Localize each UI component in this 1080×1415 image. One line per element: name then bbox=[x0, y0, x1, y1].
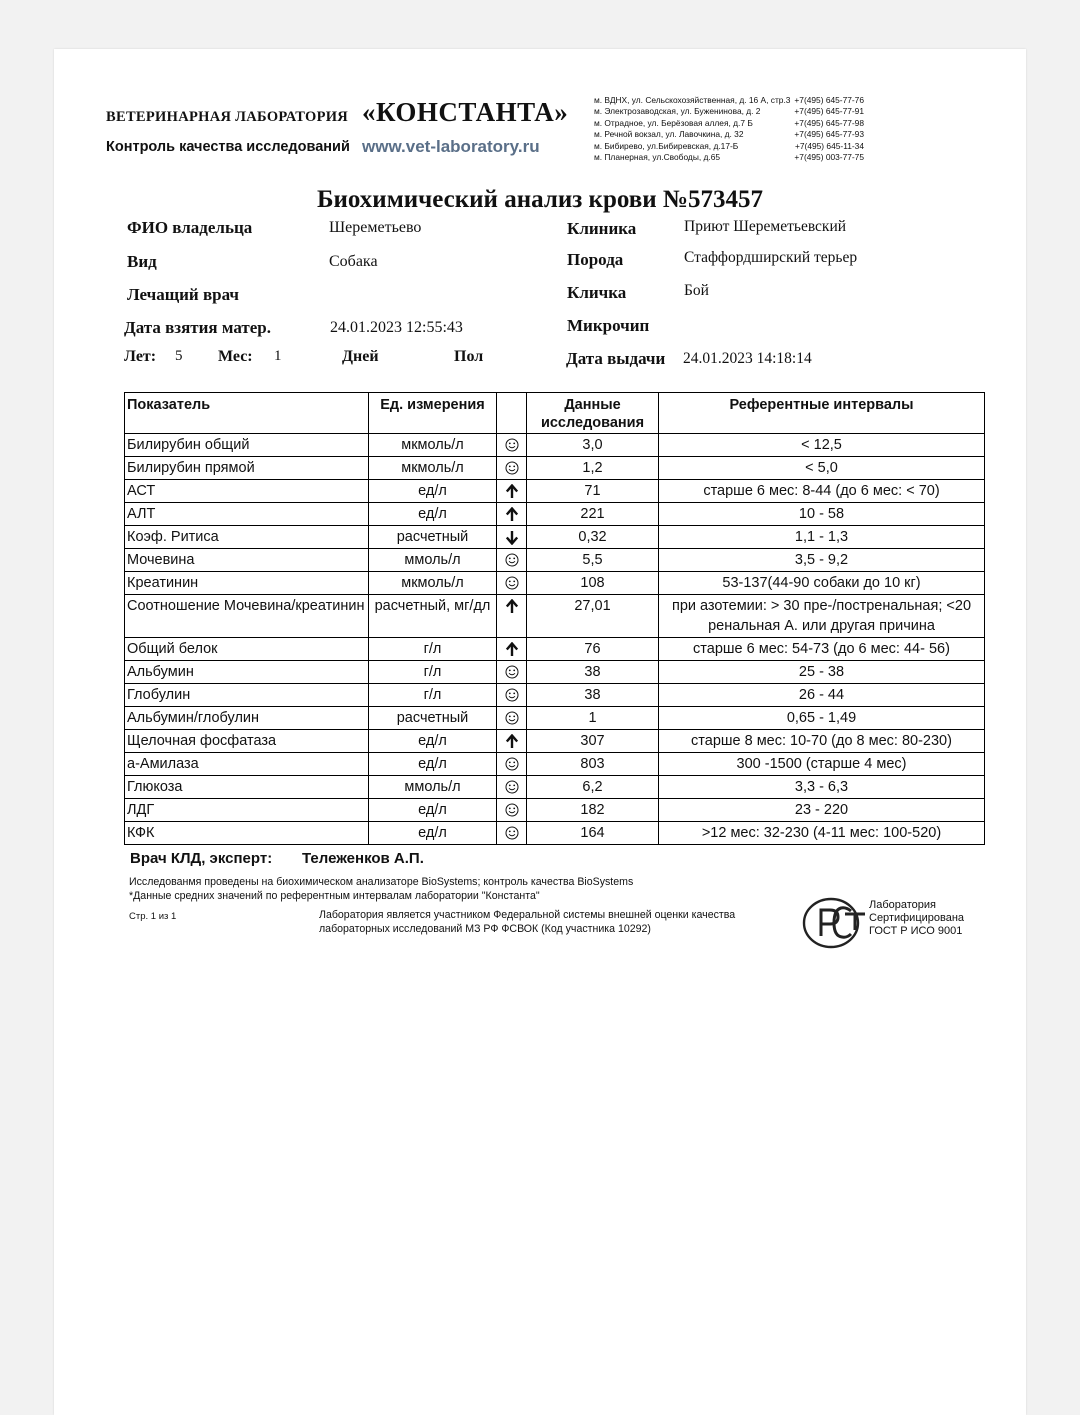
owner-value: Шереметьево bbox=[329, 219, 422, 236]
cert-line: Сертифицирована bbox=[869, 912, 965, 924]
table-row bbox=[125, 480, 985, 503]
reference-interval: 3,5 - 9,2 bbox=[659, 549, 985, 572]
issue-date-label: Дата выдачи bbox=[566, 349, 666, 368]
table-row bbox=[125, 595, 985, 638]
header-value: Данные исследования bbox=[527, 393, 659, 434]
unit: расчетный bbox=[369, 707, 497, 730]
branch-addresses bbox=[594, 95, 790, 163]
clinic-label: Клиника bbox=[567, 219, 637, 238]
indicator-name: Билирубин прямой bbox=[125, 457, 369, 480]
result-value: 307 bbox=[527, 730, 659, 753]
status-flag bbox=[497, 776, 527, 799]
status-flag bbox=[497, 684, 527, 707]
table-row bbox=[125, 730, 985, 753]
result-value: 182 bbox=[527, 799, 659, 822]
indicator-name: Креатинин bbox=[125, 572, 369, 595]
reference-interval: 10 - 58 bbox=[659, 503, 985, 526]
sex-label: Пол bbox=[454, 348, 484, 365]
status-flag bbox=[497, 434, 527, 457]
arrow-up-icon bbox=[499, 507, 524, 522]
status-flag bbox=[497, 595, 527, 638]
lab-brand: «КОНСТАНТА» bbox=[362, 97, 569, 127]
species-value: Собака bbox=[329, 253, 378, 270]
reference-interval: 1,1 - 1,3 bbox=[659, 526, 985, 549]
arrow-down-icon bbox=[499, 530, 524, 545]
smiley-icon bbox=[499, 780, 524, 794]
branch-phone: +7(495) 645-77-91 bbox=[794, 106, 864, 117]
result-value: 76 bbox=[527, 638, 659, 661]
result-value: 38 bbox=[527, 661, 659, 684]
lab-name: ВЕТЕРИНАРНАЯ ЛАБОРАТОРИЯ bbox=[106, 109, 349, 125]
indicator-name: АЛТ bbox=[125, 503, 369, 526]
reference-interval: 53-137(44-90 собаки до 10 кг) bbox=[659, 572, 985, 595]
table-row bbox=[125, 707, 985, 730]
unit: ед/л bbox=[369, 753, 497, 776]
breed-value: Стаффордширский терьер bbox=[684, 249, 858, 266]
indicator-name: Глобулин bbox=[125, 684, 369, 707]
table-row bbox=[125, 638, 985, 661]
reference-interval: 300 -1500 (старше 4 мес) bbox=[659, 753, 985, 776]
table-row bbox=[125, 572, 985, 595]
result-value: 803 bbox=[527, 753, 659, 776]
branch-phone: +7(495) 645-11-34 bbox=[795, 140, 864, 151]
table-row bbox=[125, 776, 985, 799]
table-row bbox=[125, 753, 985, 776]
table-header-row bbox=[125, 393, 985, 434]
branch-address: м. Планерная, ул.Свободы, д.65 bbox=[594, 152, 721, 163]
breed-label: Порода bbox=[567, 250, 624, 269]
smiley-icon bbox=[499, 553, 524, 567]
doctor-label: Лечащий врач bbox=[127, 285, 239, 304]
status-flag bbox=[497, 549, 527, 572]
branch-address: м. Отрадное, ул. Берёзовая аллея, д.7 Б bbox=[594, 117, 753, 128]
months-value: 1 bbox=[274, 348, 282, 364]
reference-interval: 3,3 - 6,3 bbox=[659, 776, 985, 799]
expert-label: Врач КЛД, эксперт: bbox=[130, 850, 273, 867]
indicator-name: ЛДГ bbox=[125, 799, 369, 822]
status-flag bbox=[497, 822, 527, 845]
unit: ед/л bbox=[369, 799, 497, 822]
result-value: 5,5 bbox=[527, 549, 659, 572]
result-value: 1,2 bbox=[527, 457, 659, 480]
smiley-icon bbox=[499, 803, 524, 817]
indicator-name: Общий белок bbox=[125, 638, 369, 661]
status-flag bbox=[497, 526, 527, 549]
results-table bbox=[124, 392, 985, 845]
smiley-icon bbox=[499, 711, 524, 725]
unit: ед/л bbox=[369, 503, 497, 526]
branch-address: м. Бибирево, ул.Бибиревская, д.17-Б bbox=[594, 140, 739, 151]
table-row bbox=[125, 526, 985, 549]
status-flag bbox=[497, 457, 527, 480]
unit: г/л bbox=[369, 684, 497, 707]
years-label: Лет: bbox=[124, 348, 157, 365]
report-title: Биохимический анализ крови №573457 bbox=[316, 186, 764, 213]
header-indicator: Показатель bbox=[125, 393, 369, 434]
status-flag bbox=[497, 661, 527, 684]
result-value: 71 bbox=[527, 480, 659, 503]
unit: ед/л bbox=[369, 480, 497, 503]
analyzer-note: Исследованмя проведены на биохимическом анализаторе BioSystems; контроль качества BioSystems bbox=[129, 876, 634, 888]
unit: ммоль/л bbox=[369, 776, 497, 799]
smiley-icon bbox=[499, 688, 524, 702]
branch-phone: +7(495) 003-77-75 bbox=[794, 152, 864, 163]
table-row bbox=[125, 684, 985, 707]
branch-phones bbox=[790, 95, 864, 163]
unit: г/л bbox=[369, 661, 497, 684]
smiley-icon bbox=[499, 665, 524, 679]
reference-interval: 0,65 - 1,49 bbox=[659, 707, 985, 730]
unit: мкмоль/л bbox=[369, 457, 497, 480]
table-row bbox=[125, 822, 985, 845]
smiley-icon bbox=[499, 461, 524, 475]
years-value: 5 bbox=[175, 348, 183, 364]
result-value: 164 bbox=[527, 822, 659, 845]
smiley-icon bbox=[499, 757, 524, 771]
smiley-icon bbox=[499, 826, 524, 840]
header-reference: Референтные интервалы bbox=[659, 393, 985, 434]
expert-name: Тележенков А.П. bbox=[302, 850, 424, 867]
indicator-name: АСТ bbox=[125, 480, 369, 503]
unit: расчетный bbox=[369, 526, 497, 549]
status-flag bbox=[497, 730, 527, 753]
reference-interval: >12 мес: 32-230 (4-11 мес: 100-520) bbox=[659, 822, 985, 845]
result-value: 0,32 bbox=[527, 526, 659, 549]
sample-date-value: 24.01.2023 12:55:43 bbox=[330, 319, 463, 336]
sample-date-label: Дата взятия матер. bbox=[124, 318, 271, 337]
species-label: Вид bbox=[127, 252, 157, 271]
table-row bbox=[125, 661, 985, 684]
indicator-name: Коэф. Ритиса bbox=[125, 526, 369, 549]
status-flag bbox=[497, 572, 527, 595]
unit: мкмоль/л bbox=[369, 572, 497, 595]
indicator-name: Щелочная фосфатаза bbox=[125, 730, 369, 753]
result-value: 1 bbox=[527, 707, 659, 730]
reference-note: *Данные средних значений по референтным интервалам лаборатории "Константа" bbox=[129, 890, 540, 902]
result-value: 38 bbox=[527, 684, 659, 707]
certification-logo-icon bbox=[801, 896, 867, 950]
months-label: Мес: bbox=[218, 348, 253, 365]
table-row bbox=[125, 799, 985, 822]
result-value: 3,0 bbox=[527, 434, 659, 457]
indicator-name: Мочевина bbox=[125, 549, 369, 572]
branch-address: м. Речной вокзал, ул. Лавочкина, д. 32 bbox=[594, 129, 744, 140]
status-flag bbox=[497, 638, 527, 661]
cert-line: ГОСТ Р ИСО 9001 bbox=[869, 925, 963, 937]
reference-interval: старше 8 мес: 10-70 (до 8 мес: 80-230) bbox=[659, 730, 985, 753]
clinic-value: Приют Шереметьевский bbox=[684, 218, 847, 235]
unit: расчетный, мг/дл bbox=[369, 595, 497, 638]
unit: мкмоль/л bbox=[369, 434, 497, 457]
table-row bbox=[125, 457, 985, 480]
reference-interval: < 5,0 bbox=[659, 457, 985, 480]
page-number: Стр. 1 из 1 bbox=[129, 911, 177, 922]
indicator-name: а-Амилаза bbox=[125, 753, 369, 776]
status-flag bbox=[497, 799, 527, 822]
arrow-up-icon bbox=[499, 734, 524, 749]
chip-label: Микрочип bbox=[567, 316, 650, 335]
smiley-icon bbox=[499, 438, 524, 452]
indicator-name: Соотношение Мочевина/креатинин bbox=[125, 595, 369, 638]
status-flag bbox=[497, 753, 527, 776]
indicator-name: Глюкоза bbox=[125, 776, 369, 799]
quality-slogan: Контроль качества исследований bbox=[106, 139, 350, 155]
table-row bbox=[125, 549, 985, 572]
lab-website: www.vet-laboratory.ru bbox=[362, 137, 540, 156]
smiley-icon bbox=[499, 576, 524, 590]
unit: ед/л bbox=[369, 730, 497, 753]
arrow-up-icon bbox=[499, 599, 524, 614]
pet-name-label: Кличка bbox=[567, 283, 627, 302]
owner-label: ФИО владельца bbox=[127, 218, 253, 237]
indicator-name: КФК bbox=[125, 822, 369, 845]
branch-phone: +7(495) 645-77-93 bbox=[794, 129, 864, 140]
certification-text bbox=[869, 899, 964, 938]
arrow-up-icon bbox=[499, 484, 524, 499]
reference-interval: 26 - 44 bbox=[659, 684, 985, 707]
branch-phone: +7(495) 645-77-98 bbox=[794, 117, 864, 128]
indicator-name: Билирубин общий bbox=[125, 434, 369, 457]
reference-interval: старше 6 мес: 8-44 (до 6 мес: < 70) bbox=[659, 480, 985, 503]
unit: г/л bbox=[369, 638, 497, 661]
result-value: 108 bbox=[527, 572, 659, 595]
reference-interval: старше 6 мес: 54-73 (до 6 мес: 44- 56) bbox=[659, 638, 985, 661]
table-row bbox=[125, 503, 985, 526]
days-label: Дней bbox=[342, 348, 379, 365]
status-flag bbox=[497, 503, 527, 526]
unit: ммоль/л bbox=[369, 549, 497, 572]
result-value: 221 bbox=[527, 503, 659, 526]
reference-interval: 23 - 220 bbox=[659, 799, 985, 822]
branch-address: м. ВДНХ, ул. Сельскохозяйственная, д. 16 А, стр.3 bbox=[594, 95, 791, 105]
indicator-name: Альбумин bbox=[125, 661, 369, 684]
reference-interval: при азотемии: > 30 пре-/постренальная; <20 ренальная А. или другая причина bbox=[659, 595, 985, 638]
reference-interval: 25 - 38 bbox=[659, 661, 985, 684]
table-row bbox=[125, 434, 985, 457]
result-value: 27,01 bbox=[527, 595, 659, 638]
cert-line: Лаборатория bbox=[869, 899, 936, 911]
fsvok-note-line1: Лаборатория является участником Федеральной системы внешней оценки качества bbox=[319, 909, 736, 921]
arrow-up-icon bbox=[499, 642, 524, 657]
report-page bbox=[54, 49, 1026, 1415]
header-unit: Ед. измерения bbox=[369, 393, 497, 434]
header-flag bbox=[497, 393, 527, 434]
status-flag bbox=[497, 480, 527, 503]
reference-interval: < 12,5 bbox=[659, 434, 985, 457]
branch-address: м. Электрозаводская, ул. Буженинова, д. 2 bbox=[594, 106, 761, 117]
pet-name-value: Бой bbox=[684, 282, 709, 299]
fsvok-note-line2: лабораторных исследований МЗ РФ ФСВОК (Код участника 10292) bbox=[319, 923, 651, 935]
status-flag bbox=[497, 707, 527, 730]
branch-phone: +7(495) 645-77-76 bbox=[794, 95, 864, 105]
indicator-name: Альбумин/глобулин bbox=[125, 707, 369, 730]
issue-date-value: 24.01.2023 14:18:14 bbox=[683, 350, 812, 367]
unit: ед/л bbox=[369, 822, 497, 845]
results-body bbox=[125, 434, 985, 845]
result-value: 6,2 bbox=[527, 776, 659, 799]
